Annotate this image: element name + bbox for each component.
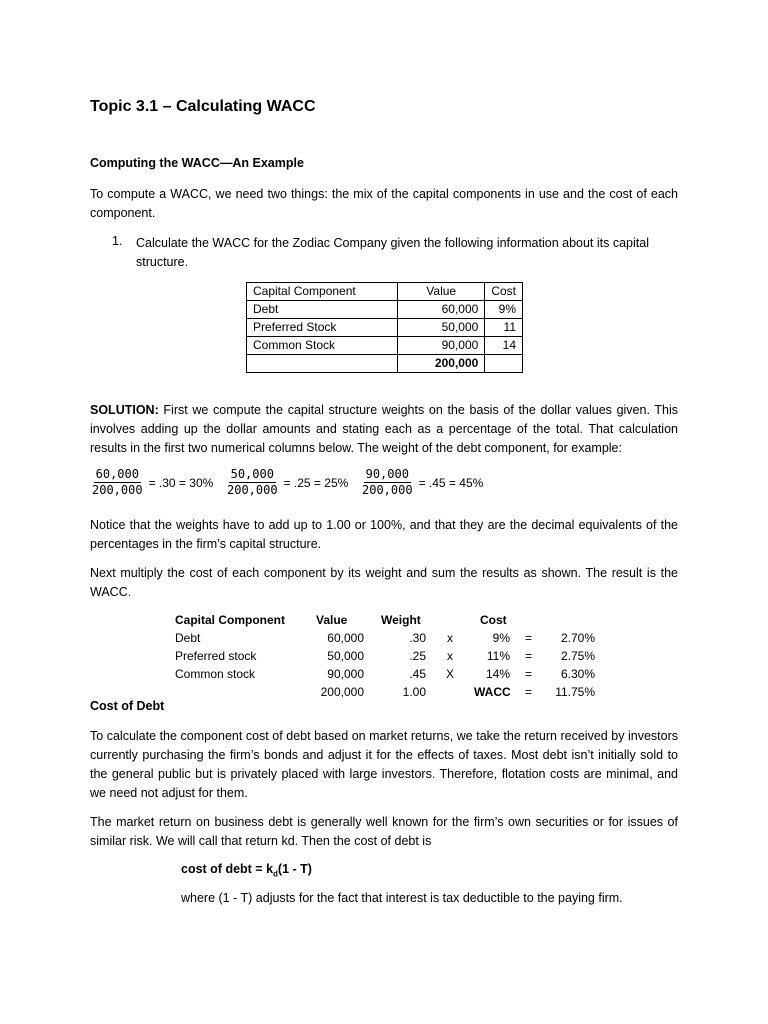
header-cost: Cost (480, 613, 507, 627)
table-cell: 14 (485, 337, 523, 355)
table-cell (485, 355, 523, 373)
cell-operator: X (446, 667, 455, 681)
cell-weight: .30 (409, 631, 426, 645)
formula-prefix: cost of debt = k (181, 862, 274, 876)
fraction-numerator: 60,000 (95, 467, 139, 481)
table-cell: 60,000 (398, 301, 485, 319)
table-row (247, 301, 523, 319)
fraction-numerator: 50,000 (230, 467, 274, 481)
table-cell (247, 355, 398, 373)
cell-cost: 14% (485, 667, 510, 681)
table-header-row (247, 283, 523, 301)
formula-subscript: d (273, 869, 278, 879)
list-item-text: Calculate the WACC for the Zodiac Company given the following information about its capital structure. (136, 236, 649, 269)
capital-structure-table (246, 282, 523, 373)
cell-component: Preferred stock (175, 649, 257, 663)
cell-weight: .45 (409, 667, 426, 681)
fraction-result: = .30 = 30% (148, 475, 214, 490)
table-total-row (247, 355, 523, 373)
where-explanation: where (1 - T) adjusts for the fact that interest is tax deductible to the paying firm. (181, 891, 623, 905)
cell-equals: = (525, 631, 533, 645)
section-heading-computing-wacc: Computing the WACC—An Example (90, 156, 304, 170)
cell-cost: 9% (492, 631, 510, 645)
table-total-cell: 200,000 (398, 355, 485, 373)
list-item-number: 1. (112, 234, 123, 248)
total-equals: = (525, 685, 533, 699)
solution-text: First we compute the capital structure weights on the basis of the dollar values given. This involves adding up the dollar amounts and stating each as a percentage of the total. That calculation results in the first two numerical columns below. The weight of the debt component, for example: (90, 403, 678, 455)
table-row (247, 337, 523, 355)
header-weight: Weight (381, 613, 421, 627)
table-row (0, 629, 768, 647)
solution-label: SOLUTION: (90, 403, 159, 417)
table-header-cell: Value (398, 283, 485, 301)
total-value: 200,000 (320, 685, 364, 699)
cell-value: 60,000 (327, 631, 364, 645)
header-value: Value (316, 613, 348, 627)
fraction-preferred (225, 467, 348, 498)
cost-of-debt-paragraph-1: To calculate the component cost of debt based on market returns, we take the return received by investors currently purchasing the firm’s bonds and adjust it for the effects of taxes. Most debt isn’t initially sold to the general public but is privately placed with large investors. Therefore, flotation costs are minimal, and we need not adjust for them. (90, 729, 678, 800)
cell-component: Debt (175, 631, 201, 645)
table-cell: 50,000 (398, 319, 485, 337)
topic-title: Topic 3.1 – Calculating WACC (90, 98, 316, 115)
cell-value: 50,000 (327, 649, 364, 663)
cell-result: 6.30% (560, 667, 595, 681)
cell-equals: = (525, 667, 533, 681)
cell-operator: x (447, 649, 453, 663)
fraction-result: = .25 = 25% (283, 475, 349, 490)
fraction (90, 467, 145, 498)
table-cell: Debt (247, 301, 398, 319)
cell-weight: .25 (409, 649, 426, 663)
solution-paragraph (90, 401, 678, 458)
intro-paragraph: To compute a WACC, we need two things: the mix of the capital components in use and the cost of each component. (90, 187, 678, 220)
formula-suffix: (1 - T) (277, 862, 312, 876)
fraction (360, 467, 415, 498)
fraction (225, 467, 280, 498)
table-cell: 90,000 (398, 337, 485, 355)
next-paragraph: Next multiply the cost of each component by its weight and sum the results as shown. The result is the WACC. (90, 566, 678, 599)
fraction-numerator: 90,000 (365, 467, 409, 481)
cell-result: 2.70% (560, 631, 595, 645)
header-component: Capital Component (175, 613, 285, 627)
table-row (247, 319, 523, 337)
table-cell: Common Stock (247, 337, 398, 355)
fraction-common (360, 467, 483, 498)
cell-operator: x (447, 631, 453, 645)
section-heading-cost-of-debt: Cost of Debt (90, 699, 165, 713)
fraction-denominator: 200,000 (227, 483, 278, 497)
table-header-cell: Cost (485, 283, 523, 301)
notice-paragraph: Notice that the weights have to add up to 1.00 or 100%, and that they are the decimal equivalents of the percentages in the firm’s capital structure. (90, 518, 678, 551)
cell-cost: 11% (486, 649, 510, 663)
table-row (0, 665, 768, 683)
table-row (0, 647, 768, 665)
table-header-cell: Capital Component (247, 283, 398, 301)
table-cell: Preferred Stock (247, 319, 398, 337)
fraction-result: = .45 = 45% (418, 475, 484, 490)
fraction-denominator: 200,000 (362, 483, 413, 497)
cell-component: Common stock (175, 667, 256, 681)
wacc-label: WACC (474, 685, 511, 699)
table-cell: 9% (485, 301, 523, 319)
table-cell: 11 (485, 319, 523, 337)
cell-equals: = (525, 649, 533, 663)
fraction-debt (90, 467, 213, 498)
wacc-result: 11.75% (555, 685, 595, 699)
total-weight: 1.00 (402, 685, 426, 699)
cost-of-debt-paragraph-2: The market return on business debt is generally well known for the firm’s own securities or for issues of similar risk. We will call that return kd. Then the cost of debt is (90, 815, 678, 848)
fraction-denominator: 200,000 (92, 483, 143, 497)
wacc-calculation-table (0, 611, 768, 701)
cell-value: 90,000 (327, 667, 364, 681)
cell-result: 2.75% (560, 649, 595, 663)
cost-of-debt-formula (181, 862, 312, 879)
